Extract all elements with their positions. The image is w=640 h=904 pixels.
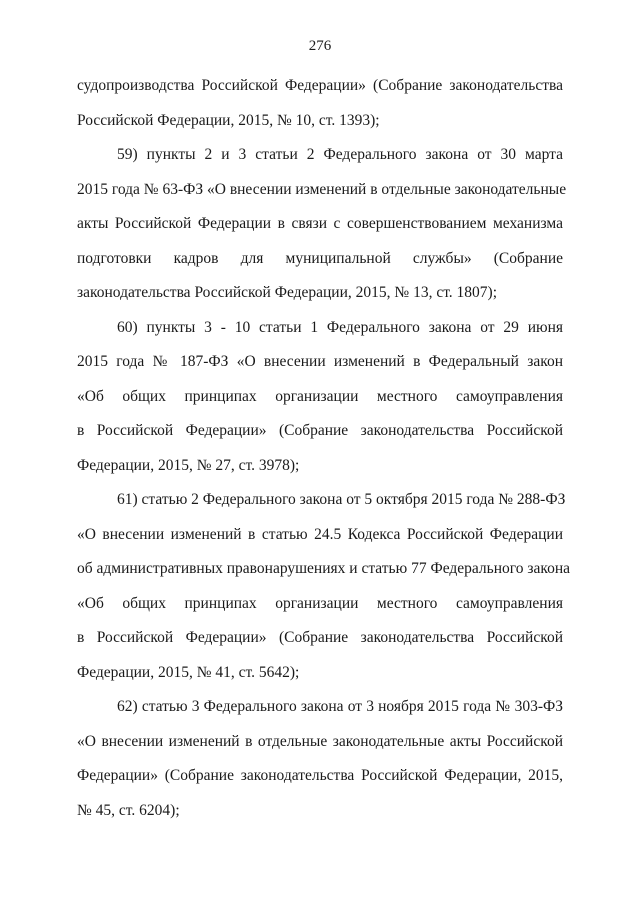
text-line: Российской Федерации, 2015, № 10, ст. 1393); (77, 111, 380, 129)
text-line: законодательства Российской Федерации, 2015, № 13, ст. 1807); (77, 284, 498, 301)
text-line: 60) пункты 3 - 10 статьи 1 Федерального закона от 29 июня (117, 318, 563, 336)
text-line: 61) статью 2 Федерального закона от 5 октября 2015 года № 288-ФЗ (117, 491, 566, 508)
text-line: 2015 года № 187-ФЗ «О внесении изменений в Федеральный закон (77, 353, 563, 370)
text-line: 2015 года № 63-ФЗ «О внесении изменений в отдельные законодательные (77, 180, 567, 198)
text-line: «Об общих принципах организации местного самоуправления (77, 387, 563, 405)
text-line: акты Российской Федерации в связи с совершенствованием механизма (77, 215, 563, 232)
text-line: 62) статью 3 Федерального закона от 3 ноября 2015 года № 303-ФЗ (117, 698, 563, 715)
list-item-61 (77, 488, 571, 695)
page-number: 276 (308, 38, 332, 54)
text-line: «О внесении изменений в отдельные законодательные акты Российской (77, 732, 563, 750)
text-line: «Об общих принципах организации местного самоуправления (77, 594, 563, 612)
text-line: в Российской Федерации» (Собрание законодательства Российской (77, 422, 563, 439)
document-body (77, 74, 571, 833)
text-line: Федерации, 2015, № 27, ст. 3978); (77, 456, 300, 474)
text-line: подготовки кадров для муниципальной службы» (Собрание (77, 249, 563, 267)
list-item-62 (77, 695, 563, 833)
text-line: «О внесении изменений в статью 24.5 Кодекса Российской Федерации (77, 525, 563, 543)
list-item-59 (77, 143, 567, 316)
text-line: судопроизводства Российской Федерации» (Собрание законодательства (77, 77, 563, 94)
list-item-60 (77, 316, 563, 489)
text-line: 59) пункты 2 и 3 статьи 2 Федерального закона от 30 марта (117, 146, 563, 163)
text-line: Федерации» (Собрание законодательства Российской Федерации, 2015, (77, 767, 563, 784)
text-line: Федерации, 2015, № 41, ст. 5642); (77, 663, 300, 681)
text-line: в Российской Федерации» (Собрание законодательства Российской (77, 629, 563, 646)
paragraph-continuation (77, 74, 563, 143)
text-line: об административных правонарушениях и статью 77 Федерального закона (77, 560, 571, 577)
text-line: № 45, ст. 6204); (77, 801, 180, 819)
